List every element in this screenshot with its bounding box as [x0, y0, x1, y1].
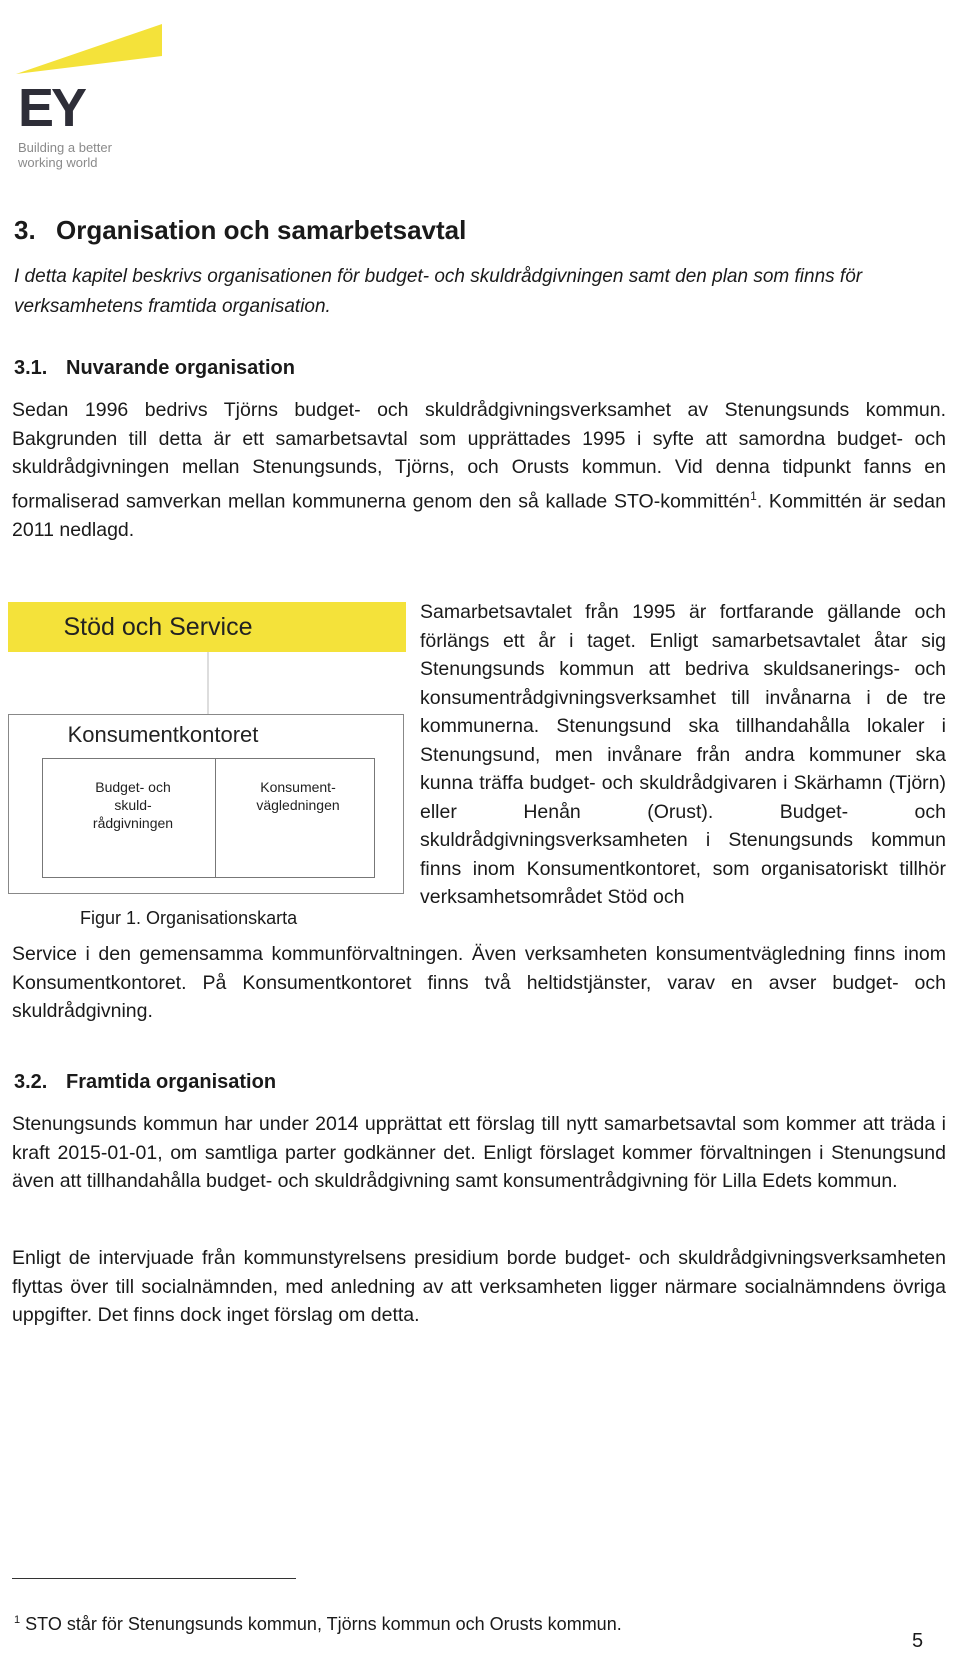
ey-logo-text: EY — [18, 78, 85, 138]
section-3-number: 3. — [14, 215, 36, 245]
section-3-2-heading — [14, 1068, 276, 1096]
konsumentvagledning-label: Konsument-vägledningen — [256, 779, 340, 813]
section-3-2-number: 3.2. — [14, 1071, 48, 1093]
organisation-chart — [8, 592, 406, 912]
section-3-2-paragraph-2: Enligt de intervjuade från kommunstyrelsens presidium borde budget- och skuldrådgivningsverksamheten flyttas över till socialnämnden, med anledning av att verksamheten ligger närmare socialnämndens övriga uppgifter. Det finns dock inget förslag om detta. — [12, 1247, 946, 1326]
ey-logo-beam — [14, 16, 164, 76]
footnote-divider — [12, 1578, 296, 1579]
tagline-line-1: Building a better — [18, 140, 112, 155]
section-3-1-heading — [14, 354, 295, 382]
section-3-2-paragraph-1: Stenungsunds kommun har under 2014 upprättat ett förslag till nytt samarbetsavtal som kommer att träda i kraft 2015-01-01, om samtliga parter godkänner det. Enligt förslaget kommer förvaltningen i Stenungsund även att tillhandahålla budget- och skuldrådgivning samt konsumentrådgivning för Lilla Edets kommun. — [12, 1113, 946, 1192]
section-3-1-paragraph-1 — [12, 396, 946, 544]
section-3-1-title: Nuvarande organisation — [66, 357, 295, 379]
tagline-line-2: working world — [18, 155, 98, 170]
stod-och-service-label: Stöd och Service — [63, 613, 253, 641]
footnote — [14, 1608, 914, 1636]
paragraph-text: Sedan 1996 bedrivs Tjörns budget- och skuldrådgivningsverksamhet av Stenungsunds kommun. Bakgrunden till detta är ett samarbetsavtal som upprättades 1995 i syfte att samordna budget- och skuldrådgivningen mellan Stenungsunds, Tjörns, och Orusts kommun. Vid denna tidpunkt fanns en formaliserad samverkan mellan kommunerna genom den så kallade STO-kommittén — [12, 399, 946, 512]
budget-skuld-label: Budget- och skuld-rådgivningen — [92, 779, 174, 831]
section-3-heading — [14, 214, 466, 246]
konsumentvagledning-box — [215, 758, 375, 878]
section-3-intro: I detta kapitel beskrivs organisationen för budget- och skuldrådgivningen samt den plan som finns för verksamhetens framtida organisation. — [14, 266, 863, 317]
konsumentkontoret-label: Konsumentkontoret — [67, 722, 259, 747]
ey-tagline — [18, 140, 112, 170]
footnote-number: 1 — [14, 1614, 21, 1626]
paragraph-text-end: . Kommittén är sedan 2011 nedlagd. — [12, 490, 946, 541]
section-3-1-number: 3.1. — [14, 357, 48, 379]
section-3-1-paragraph-2: Samarbetsavtalet från 1995 är fortfarande gällande och förlängs ett år i taget. Enligt samarbetsavtalet åtar sig Stenungsunds kommun att bedriva skuldsanerings- och konsumentrådgivningsverksamhet till invånarna i de tre kommunerna. Stenungsund ska tillhandahålla lokaler i Stenungsund, men invånare från andra kommuner ska kunna träffa budget- och skuldrådgivaren i Skärhamn (Tjörn) eller Henån (Orust). Budget- och skuldrådgivningsverksamheten i Stenungsunds kommun finns inom Konsumentkontoret, som organisatoriskt tillhör verksamhetsområdet Stöd och — [420, 601, 946, 908]
footnote-reference[interactable]: 1 — [750, 488, 757, 503]
section-3-title: Organisation och samarbetsavtal — [56, 215, 467, 245]
section-3-2-title: Framtida organisation — [66, 1071, 277, 1093]
figure-caption: Figur 1. Organisationskarta — [80, 908, 298, 928]
page-number: 5 — [912, 1630, 924, 1652]
footnote-text: STO står för Stenungsunds kommun, Tjörns kommun och Orusts kommun. — [25, 1614, 622, 1634]
section-3-1-paragraph-2-continued: Service i den gemensamma kommunförvaltningen. Även verksamheten konsumentvägledning finns inom Konsumentkontoret. På Konsumentkontoret finns två heltidstjänster, varav en avser budget- och skuldrådgivning. — [12, 943, 946, 1022]
